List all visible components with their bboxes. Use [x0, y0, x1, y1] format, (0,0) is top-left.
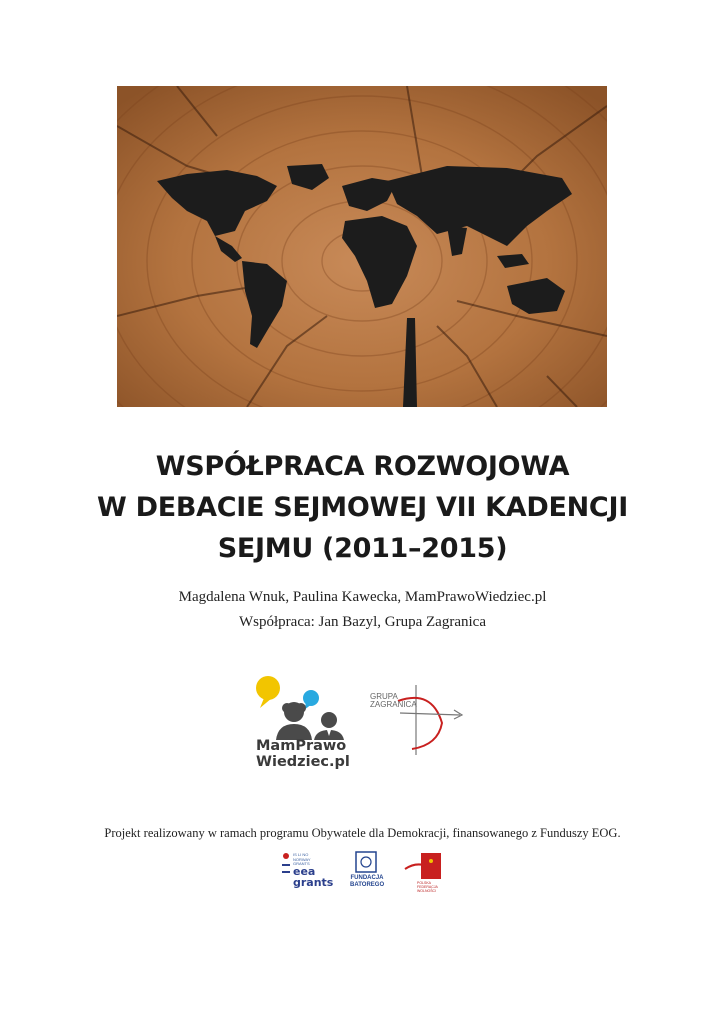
eea-small-line: NORWAY [293, 856, 311, 862]
eea-small-line: IS LI NO [293, 852, 309, 857]
funding-note: Projekt realizowany w ramach programu Obywatele dla Demokracji, finansowanego z Funduszy EOG. [104, 826, 621, 840]
authors: Magdalena Wnuk, Paulina Kawecka, MamPrawoWiedziec.pl [178, 589, 547, 605]
eea-small-line: GRANTS [293, 861, 310, 866]
zagranica-text: ZAGRANICA [370, 700, 417, 709]
eea-wordmark [293, 866, 333, 888]
fundacja-text: FUNDACJA [350, 875, 384, 881]
federation-line: WOLNOŚCI [417, 889, 437, 893]
mamprawowiedziec-logo [254, 676, 366, 770]
batorego-text: BATOREGO [350, 882, 385, 888]
grupa-zagranica-logo [370, 683, 466, 755]
title-line-3: SEJMU (2011–2015) [217, 533, 508, 564]
mamprawowiedziec-wordmark [256, 738, 350, 770]
grupa-text: GRUPA [370, 692, 398, 701]
grupa-zagranica-text [370, 693, 417, 709]
federation-emblem-icon [403, 851, 447, 881]
batory-emblem-icon [348, 851, 384, 875]
cooperation: Współpraca: Jan Bazyl, Grupa Zagranica [239, 614, 486, 630]
eea-word: eea [293, 865, 316, 878]
federation-logo [403, 851, 447, 891]
speech-bubbles-icon [254, 676, 366, 740]
title-line-1: WSPÓŁPRACA ROZWOJOWA [155, 451, 570, 482]
fundacja-batorego-logo [348, 851, 384, 891]
batory-text [350, 875, 384, 889]
eea-icon [279, 851, 293, 887]
eea-grants-logo [279, 851, 334, 893]
mamprawo-text: MamPrawo [256, 738, 347, 754]
page-title [0, 446, 725, 569]
federation-line: POLSKA FEDERACJA [417, 881, 438, 889]
title-line-2: W DEBACIE SEJMOWEJ VII KADENCJI [97, 492, 628, 523]
world-map-wood-illustration [117, 86, 607, 407]
grants-word: grants [293, 876, 334, 889]
federation-text [417, 881, 447, 893]
cover-image [117, 86, 607, 407]
wiedziec-text: Wiedziec.pl [256, 754, 350, 770]
